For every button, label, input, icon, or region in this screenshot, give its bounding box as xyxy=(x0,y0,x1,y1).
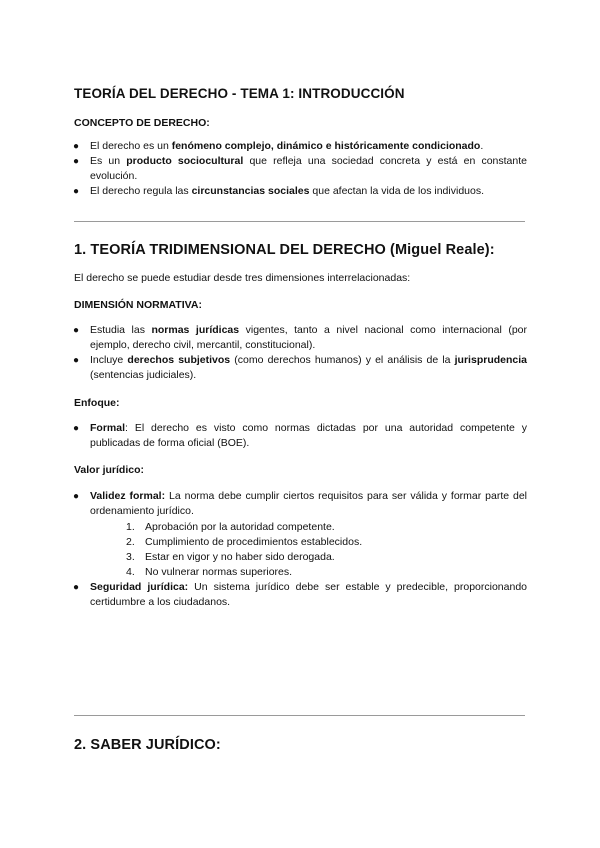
bullet-icon: ● xyxy=(73,491,80,502)
numbered-item: 1. Aprobación por la autoridad competente. xyxy=(126,521,335,533)
list-item: ● Incluye derechos subjetivos (como derechos humanos) y el análisis de la jurisprudencia (sentencias judiciales). xyxy=(73,354,527,381)
section-1-heading: 1. TEORÍA TRIDIMENSIONAL DEL DERECHO (Miguel Reale): xyxy=(74,242,495,258)
list-item: ● Estudia las normas jurídicas vigentes, tanto a nivel nacional como internacional (por ejemplo, derecho civil, mercantil, constitucional). xyxy=(73,324,527,351)
enfoque-heading: Enfoque: xyxy=(74,397,120,409)
valor-list xyxy=(73,489,527,610)
list-item: ● El derecho es un fenómeno complejo, dinámico e históricamente condicionado. xyxy=(73,140,484,152)
requisitos-list xyxy=(126,520,527,580)
horizontal-divider xyxy=(74,715,525,716)
document-title: TEORÍA DEL DERECHO - TEMA 1: INTRODUCCIÓN xyxy=(74,86,405,101)
enfoque-list xyxy=(73,421,527,451)
list-item: ● Validez formal: La norma debe cumplir ciertos requisitos para ser válida y formar parte del ordenamiento jurídico. 1. Aprobación por la autoridad competente. 2. Cumplimiento de procedimientos establecidos. 3. Estar en vigor y no haber sido derogada. 4. No vulnerar normas superiores. xyxy=(73,490,527,578)
list-item: ● Seguridad jurídica: Un sistema jurídico debe ser estable y predecible, proporcionando certidumbre a los ciudadanos. xyxy=(73,581,527,608)
list-item: ● Formal: El derecho es visto como normas dictadas por una autoridad competente y publicadas de forma oficial (BOE). xyxy=(73,422,527,449)
bullet-icon: ● xyxy=(73,582,80,593)
horizontal-divider xyxy=(74,221,525,222)
list-item: ● El derecho regula las circunstancias sociales que afectan la vida de los individuos. xyxy=(73,185,485,197)
concepto-heading: CONCEPTO DE DERECHO: xyxy=(74,117,210,129)
list-item: ● Es un producto sociocultural que refleja una sociedad concreta y está en constante evolución. xyxy=(73,155,527,182)
bullet-icon: ● xyxy=(73,355,80,366)
normativa-heading: DIMENSIÓN NORMATIVA: xyxy=(74,299,202,311)
bullet-icon: ● xyxy=(73,325,80,336)
bullet-icon: ● xyxy=(73,141,80,152)
section-2-heading: 2. SABER JURÍDICO: xyxy=(74,737,221,753)
numbered-item: 4. No vulnerar normas superiores. xyxy=(126,566,293,578)
numbered-item: 3. Estar en vigor y no haber sido derogada. xyxy=(126,551,335,563)
bullet-icon: ● xyxy=(73,156,80,167)
valor-heading: Valor jurídico: xyxy=(74,464,145,476)
bullet-icon: ● xyxy=(73,423,80,434)
normativa-list xyxy=(73,323,527,383)
concepto-list xyxy=(73,139,527,199)
section-1-intro: El derecho se puede estudiar desde tres dimensiones interrelacionadas: xyxy=(74,272,411,284)
bullet-icon: ● xyxy=(73,186,80,197)
numbered-item: 2. Cumplimiento de procedimientos establecidos. xyxy=(126,536,363,548)
